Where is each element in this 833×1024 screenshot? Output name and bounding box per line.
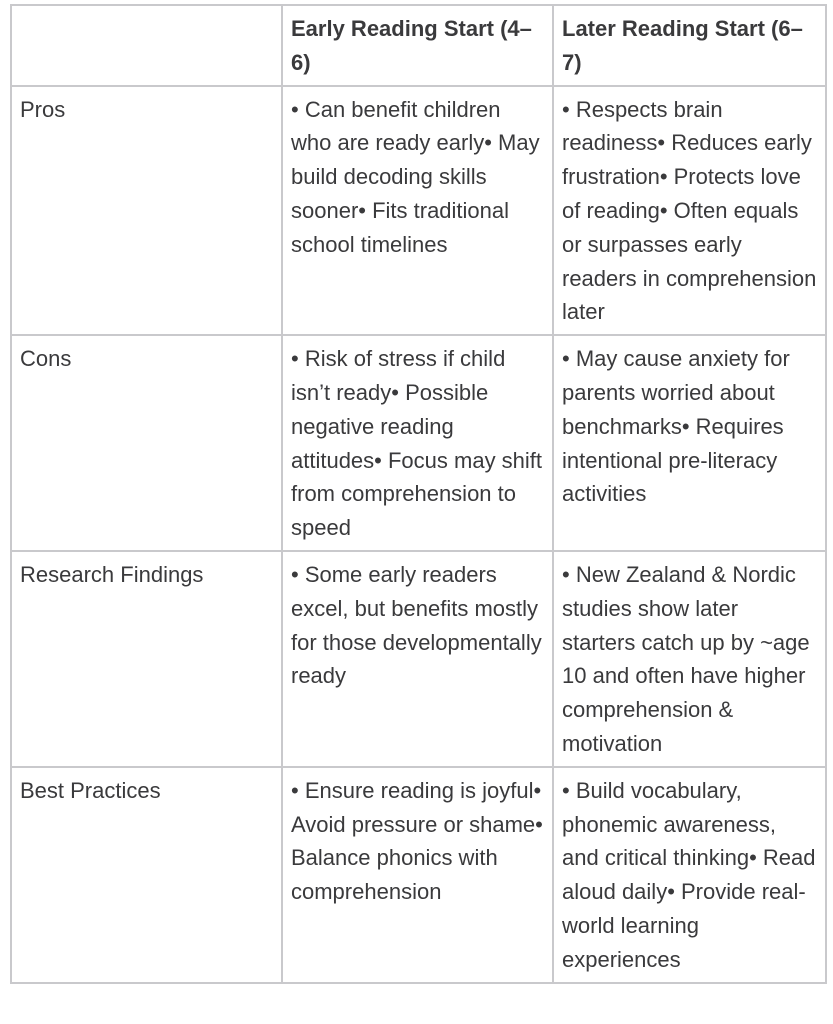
header-later-reading: Later Reading Start (6–7)	[553, 5, 826, 86]
header-early-reading: Early Reading Start (4–6)	[282, 5, 553, 86]
row-label-pros: Pros	[11, 86, 282, 336]
comparison-table	[10, 4, 827, 984]
cons-later-cell: • May cause anxiety for parents worried about benchmarks• Requires intentional pre-literacy activities	[553, 335, 826, 551]
pros-later-cell: • Respects brain readiness• Reduces early frustration• Protects love of reading• Often equals or surpasses early readers in comprehension later	[553, 86, 826, 336]
table-row-pros	[11, 86, 826, 336]
row-label-best-practices: Best Practices	[11, 767, 282, 983]
table-row-research	[11, 551, 826, 767]
table-row-best-practices	[11, 767, 826, 983]
cons-early-cell: • Risk of stress if child isn’t ready• Possible negative reading attitudes• Focus may shift from comprehension to speed	[282, 335, 553, 551]
table-row-cons	[11, 335, 826, 551]
header-row	[11, 5, 826, 86]
best-practices-early-cell: • Ensure reading is joyful• Avoid pressure or shame• Balance phonics with comprehension	[282, 767, 553, 983]
header-empty-cell	[11, 5, 282, 86]
pros-early-cell: • Can benefit children who are ready early• May build decoding skills sooner• Fits traditional school timelines	[282, 86, 553, 336]
research-early-cell: • Some early readers excel, but benefits mostly for those developmentally ready	[282, 551, 553, 767]
best-practices-later-cell: • Build vocabulary, phonemic awareness, and critical thinking• Read aloud daily• Provide real-world learning experiences	[553, 767, 826, 983]
research-later-cell: • New Zealand & Nordic studies show later starters catch up by ~age 10 and often have higher comprehension & motivation	[553, 551, 826, 767]
row-label-cons: Cons	[11, 335, 282, 551]
row-label-research: Research Findings	[11, 551, 282, 767]
